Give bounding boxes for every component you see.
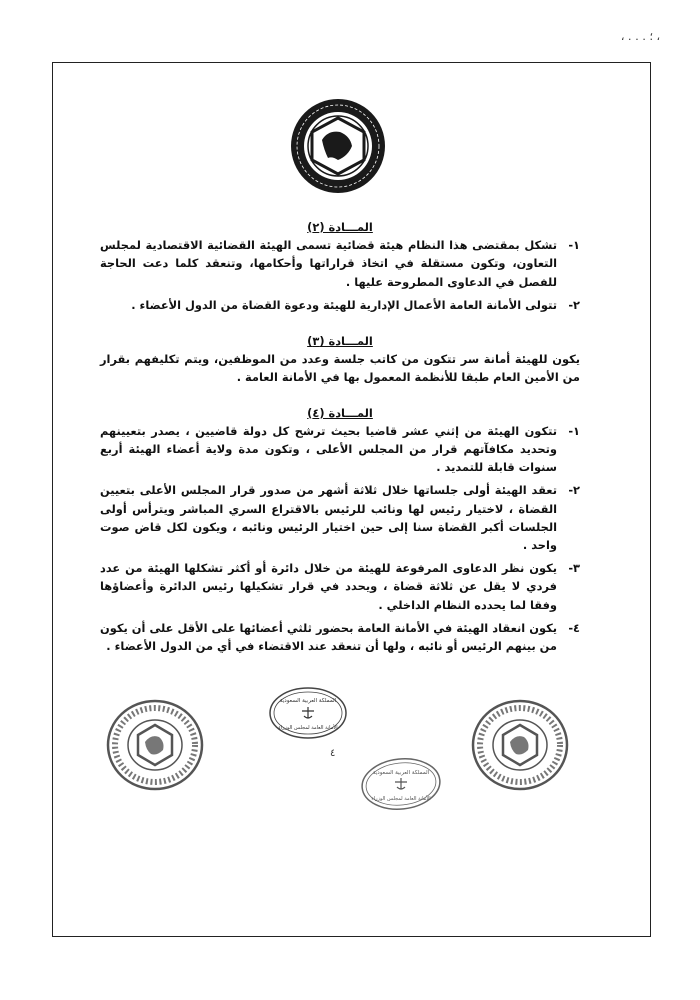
official-seal-icon: [105, 698, 205, 793]
list-item: [100, 559, 580, 614]
list-item: [100, 422, 580, 477]
list-item: [100, 619, 580, 655]
ministry-stamp-icon: [268, 686, 348, 741]
official-seal-icon: [470, 698, 570, 793]
article-2-items: [100, 236, 580, 314]
item-number: ١-: [568, 238, 580, 253]
item-number: ٣-: [568, 561, 580, 576]
stamp-text: الأمانة العامة لمجلس الوزراء: [278, 725, 338, 731]
list-item: [100, 296, 580, 314]
item-number: ٢-: [568, 483, 580, 498]
item-number: ٤-: [568, 620, 580, 635]
item-text: تشكل بمقتضى هذا النظام هيئة قضائية تسمى الهيئة القضائية الاقتصادية لمجلس التعاون، وتكون مستقلة في اتخاذ قراراتها وأحكامها، وتنعقد كلما دعت الحاجة للفصل في الدعاوى المطروحة عليها .: [100, 238, 557, 289]
page-number: ٤: [330, 748, 336, 759]
article-4-heading: المـــادة (٤): [307, 405, 373, 420]
item-number: ١-: [568, 423, 580, 438]
article-3-text: يكون للهيئة أمانة سر تتكون من كاتب جلسة وعدد من الموظفين، ويتم تكليفهم بقرار من الأمين العام طبقا للأنظمة المعمول بها في الأمانة العامة .: [100, 352, 580, 385]
stamp-text: الأمانة العامة لمجلس الوزراء: [371, 796, 431, 802]
item-text: يكون انعقاد الهيئة في الأمانة العامة بحضور ثلثي أعضائها على الأقل على أن يكون من بينهم الرئيس أو نائبه ، ولها أن تنعقد عند الاقتضاء في أي من الدول الأعضاء .: [100, 620, 557, 654]
article-4-items: [100, 422, 580, 655]
document-body: [100, 218, 580, 660]
article-2-heading: المـــادة (٢): [307, 220, 373, 234]
item-text: يكون نظر الدعاوى المرفوعة للهيئة من خلال دائرة أو أكثر تشكلها الهيئة من عدد فردي لا يقل عن ثلاثة قضاة ، ويحدد في قرار تشكيلها رئيس الدائرة وأعضاؤها وفقا لما يحدده النظام الداخلي .: [100, 561, 557, 612]
article-3-heading: المـــادة (٣): [307, 334, 373, 349]
list-item: [100, 236, 580, 291]
item-number: ٢-: [568, 297, 580, 312]
header-marks: ، ․ ․ ․ ؛ ،: [620, 30, 660, 43]
stamp-text: المملكة العربية السعودية: [279, 698, 337, 704]
stamp-text: المملكة العربية السعودية: [372, 770, 430, 776]
item-text: تعقد الهيئة أولى جلساتها خلال ثلاثة أشهر من صدور قرار المجلس الأعلى بتعيين القضاة ، لاختيار رئيس لها ونائب للرئيس بالاقتراع السري المباشر ويترأس أولى الجلسات أكبر القضاة سنا إلى حين اختيار الرئيس ونائبه ، ويكون لكل قاض صوت واحد .: [100, 483, 557, 553]
item-text: تتكون الهيئة من إثني عشر قاضيا بحيث ترشح كل دولة قاضيين ، يصدر بتعيينهم وتحديد مكافآتهم قرار من المجلس الأعلى ، وتكون مدة ولاية أعضاء الهيئة أربع سنوات قابلة للتمديد .: [100, 423, 557, 475]
list-item: [100, 481, 580, 554]
item-text: تتولى الأمانة العامة الأعمال الإدارية للهيئة ودعوة القضاة من الدول الأعضاء .: [131, 297, 557, 312]
gcc-emblem-icon: [288, 96, 388, 196]
ministry-stamp-icon: [360, 757, 442, 812]
